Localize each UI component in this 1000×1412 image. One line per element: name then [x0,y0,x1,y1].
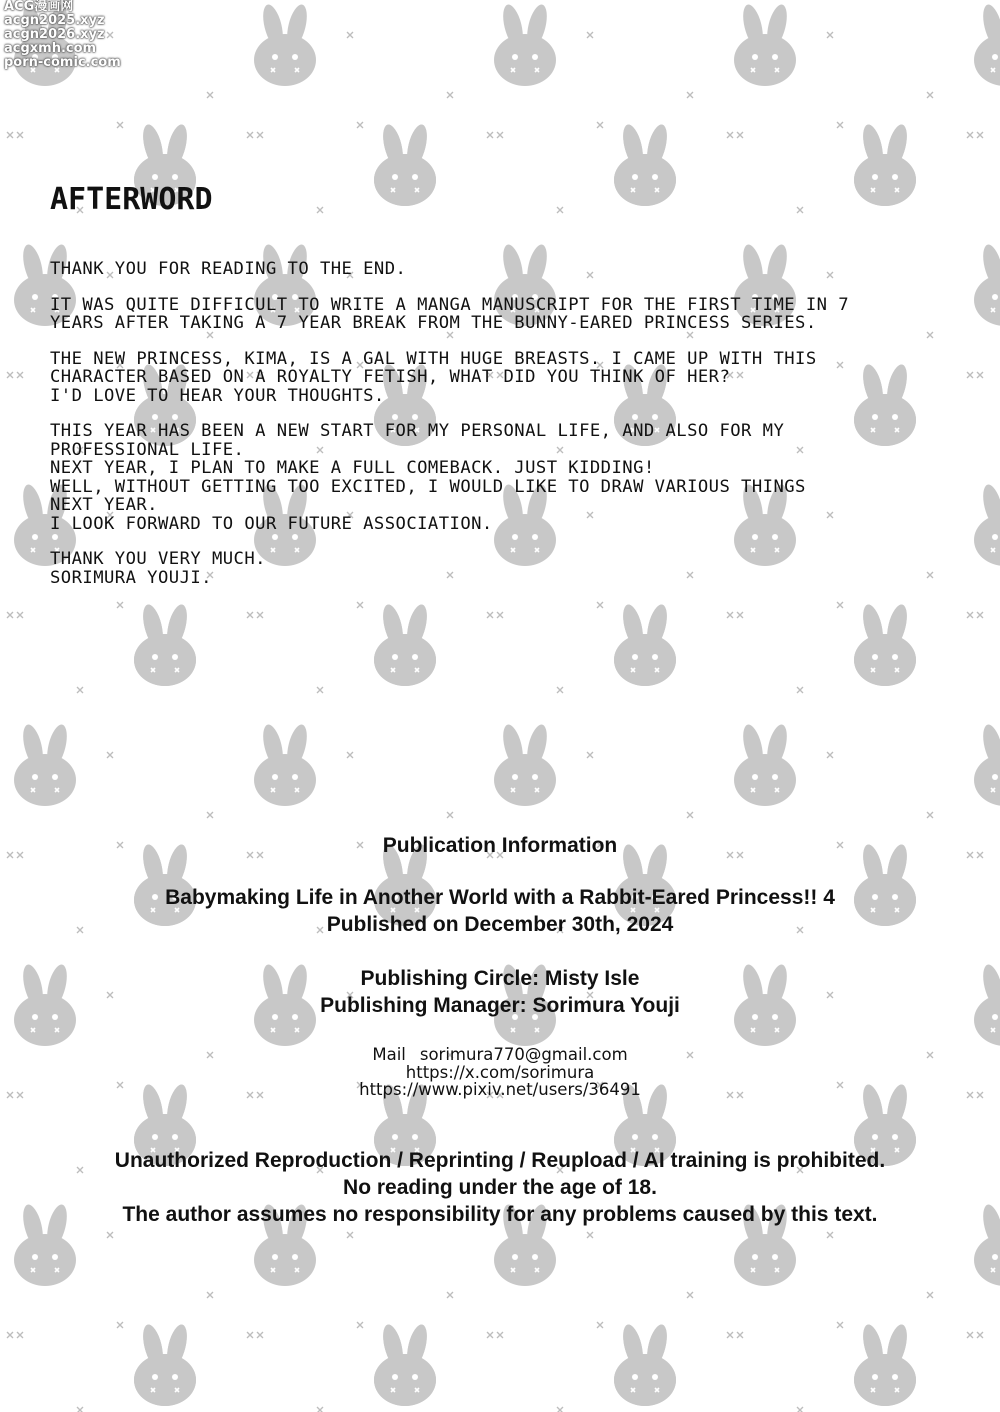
mail-label: Mail [372,1045,406,1064]
afterword-line: THIS YEAR HAS BEEN A NEW START FOR MY PERSONAL LIFE, AND ALSO FOR MY [50,421,785,441]
afterword-line: NEXT YEAR. [50,495,158,515]
publisher-block [0,965,1000,1019]
publishing-circle: Publishing Circle: Misty Isle [360,967,640,990]
afterword-line: I LOOK FORWARD TO OUR FUTURE ASSOCIATION. [50,513,493,534]
pixiv-profile-url: https://www.pixiv.net/users/36491 [359,1080,641,1099]
afterword-line: THE NEW PRINCESS, KIMA, IS A GAL WITH HUGE BREASTS. I CAME UP WITH THIS [50,348,817,369]
reproduction-notice: Unauthorized Reproduction / Reprinting / Reupload / AI training is prohibited. [114,1148,886,1172]
mail-address: sorimura770@gmail.com [419,1045,628,1064]
afterword-line: IT WAS QUITE DIFFICULT TO WRITE A MANGA MANUSCRIPT FOR THE FIRST TIME IN 7 [50,294,850,315]
afterword-line: PROFESSIONAL LIFE. [50,439,245,460]
watermark-line: acgn2025.xyz [4,13,105,28]
afterword-line: YEARS AFTER TAKING A 7 YEAR BREAK FROM THE BUNNY-EARED PRINCESS SERIES. [50,313,817,333]
watermark-line: porn-comic.com [4,55,121,70]
watermark-line: ACG漫画网 [4,0,74,14]
afterword-line: THANK YOU FOR READING TO THE END. [50,259,407,279]
responsibility-notice: The author assumes no responsibility for any problems caused by this text. [122,1202,878,1226]
afterword-paragraph [50,422,950,533]
publication-info-section [0,830,1000,1228]
afterword-line: WELL, WITHOUT GETTING TOO EXCITED, I WOULD LIKE TO DRAW VARIOUS THINGS [50,476,806,497]
publication-title: Babymaking Life in Another World with a Rabbit-Eared Princess!! 4 [165,886,835,909]
contact-block [0,1046,1000,1099]
afterword-line: SORIMURA YOUJI. [50,567,212,588]
notice-block [0,1147,1000,1228]
afterword-paragraph [50,550,950,587]
afterword-line: NEXT YEAR, I PLAN TO MAKE A FULL COMEBACK. JUST KIDDING! [50,458,655,478]
mail-row [0,1046,1000,1064]
publication-heading: Publication Information [382,834,618,857]
site-watermark [4,0,121,70]
afterword-line: CHARACTER BASED ON A ROYALTY FETISH, WHAT DID YOU THINK OF HER? [50,367,731,387]
afterword-paragraph [50,350,950,406]
watermark-line: acgxmh.com [4,41,97,56]
afterword-section [50,180,950,604]
afterword-paragraph [50,260,950,279]
publishing-manager: Publishing Manager: Sorimura Youji [320,994,680,1017]
watermark-line: acgn2026.xyz [4,27,105,42]
x-profile-url: https://x.com/sorimura [405,1062,595,1082]
publication-date: Published on December 30th, 2024 [326,913,674,936]
publication-title-block [0,884,1000,938]
afterword-line: I'D LOVE TO HEAR YOUR THOUGHTS. [50,385,385,406]
age-notice: No reading under the age of 18. [343,1175,657,1199]
afterword-paragraph [50,296,950,333]
afterword-line: THANK YOU VERY MUCH. [50,549,266,569]
afterword-title: AFTERWORD [50,182,213,217]
